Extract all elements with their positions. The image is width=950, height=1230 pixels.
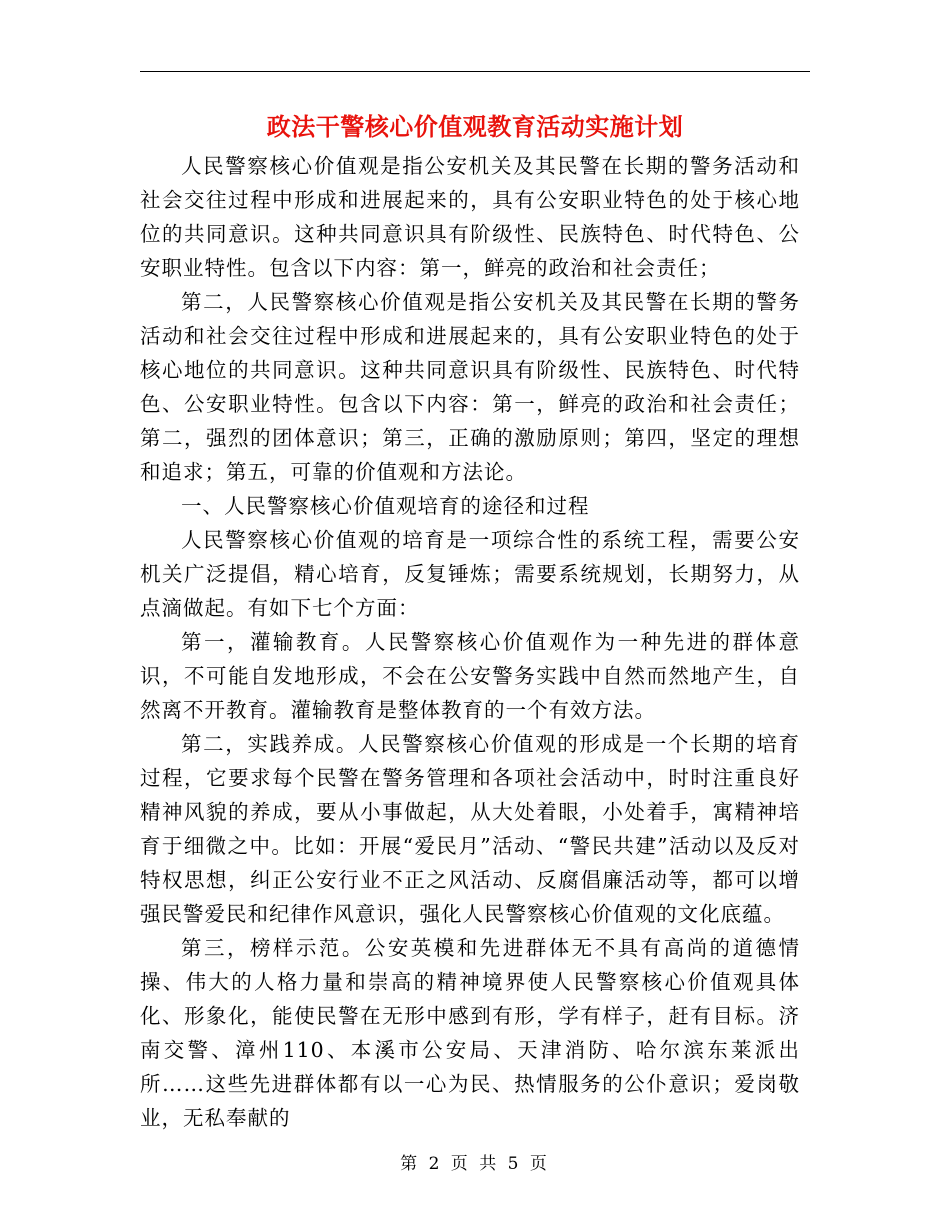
- paragraph-education: 第一，灌输教育。人民警察核心价值观作为一种先进的群体意识，不可能自发地形成，不会在公安警务实践中自然而然地产生，自然离不开教育。灌输教育是整体教育的一个有效方法。: [140, 630, 800, 722]
- section-heading-1: 一、人民警察核心价值观培育的途径和过程: [181, 494, 590, 518]
- document-body: [140, 149, 800, 1135]
- header-rule: [140, 71, 810, 72]
- current-page-number: 2: [428, 1154, 443, 1174]
- paragraph-practice: 第二，实践养成。人民警察核心价值观的形成是一个长期的培育过程，它要求每个民警在警务管理和各项社会活动中，时时注重良好精神风貌的养成，要从小事做起，从大处着眼，小处着手，寓精神培育于细微之中。比如：开展“爱民月”活动、“警民共建”活动以及反对特权思想，纠正公安行业不正之风活动、反腐倡廉活动等，都可以增强民警爱民和纪律作风意识，强化人民警察核心价值观的文化底蕴。: [140, 732, 800, 926]
- paragraph-cultivation: 人民警察核心价值观的培育是一项综合性的系统工程，需要公安机关广泛提倡，精心培育，反复锤炼；需要系统规划，长期努力，从点滴做起。有如下七个方面：: [140, 528, 800, 620]
- paragraph-intro: 人民警察核心价值观是指公安机关及其民警在长期的警务活动和社会交往过程中形成和进展起来的，具有公安职业特色的处于核心地位的共同意识。这种共同意识具有阶级性、民族特色、时代特色、公安职业特性。包含以下内容：第一，鲜亮的政治和社会责任；: [140, 154, 800, 280]
- document-title: 政法干警核心价值观教育活动实施计划: [266, 112, 684, 141]
- paragraph-example: 第三，榜样示范。公安英模和先进群体无不具有高尚的道德情操、伟大的人格力量和崇高的精神境界使人民警察核心价值观具体化、形象化，能使民警在无形中感到有形，学有样子，赶有目标。济南交警、漳州110、本溪市公安局、天津消防、哈尔滨东莱派出所……这些先进群体都有以一心为民、热情服务的公仆意识；爱岗敬业，无私奉献的: [140, 936, 800, 1130]
- page-label-mid: 页 共: [450, 1154, 500, 1174]
- page-label-suffix: 页: [529, 1154, 550, 1174]
- paragraph-second: 第二，人民警察核心价值观是指公安机关及其民警在长期的警务活动和社会交往过程中形成和进展起来的，具有公安职业特色的处于核心地位的共同意识。这种共同意识具有阶级性、民族特色、时代特色、公安职业特性。包含以下内容：第一，鲜亮的政治和社会责任；第二，强烈的团体意识；第三，正确的激励原则；第四，坚定的理想和追求；第五，可靠的价值观和方法论。: [140, 290, 800, 484]
- page-footer: [0, 1152, 950, 1176]
- total-page-count: 5: [507, 1154, 522, 1174]
- page-label-prefix: 第: [400, 1154, 421, 1174]
